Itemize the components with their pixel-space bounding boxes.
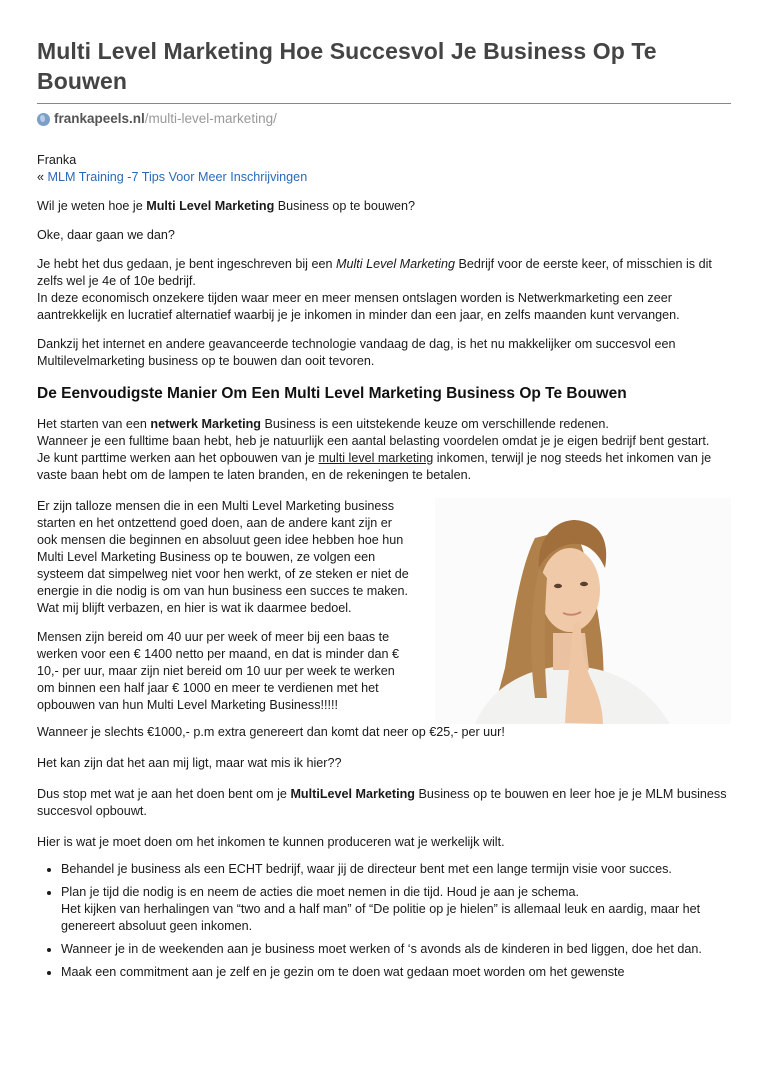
woman-thinking-photo [435, 498, 731, 724]
tips-list [37, 861, 731, 981]
paragraph-8: Wanneer je slechts €1000,- p.m extra genereert dan komt dat neer op €25,- per uur! [37, 725, 505, 739]
paragraph-3: Je hebt het dus gedaan, je bent ingeschreven bij een Multi Level Marketing Bedrijf voor de eerste keer, of misschien is dit zelfs wel je 4e of 10e bedrijf. In deze economisch onzekere tijden waar meer en meer mensen ontslagen worden is Netwerkmarketing een zeer aantrekkelijk en lucratief alternatief waarbij je je inkomen in minder dan een jaar, en zelfs maanden kunt vervangen. [37, 257, 712, 322]
list-item: • Plan je tijd die nodig is en neem de acties die moet nemen in die tijd. Houd je aan je schema. Het kijken van herhalingen van “two and a half man” of “De politie op je hielen” is allemaal leuk en aardig, maar het genereert absoluut geen inkomen. [61, 884, 731, 935]
paragraph-6: Er zijn talloze mensen die in een Multi Level Marketing business starten en het ontzettend goed doen, aan de andere kant zijn er ook mensen die beginnen en absoluut geen idee hebben hoe hun Multi Level Marketing Business op te bouwen, ze volgen een systeem dat simpelweg niet voor hen werkt, of ze steken er niet de energie in die nodig is om van hun business een succes te maken. Wat mij blijft verbazen, en hier is wat ik daarmee bedoel. [37, 499, 409, 615]
mlm-link[interactable]: multi level marketing [318, 451, 434, 465]
list-item: • Maak een commitment aan je zelf en je gezin om te doen wat gedaan moet worden om het gewenste [61, 964, 731, 981]
source-domain[interactable]: frankapeels.nl [54, 111, 145, 126]
list-item: • Wanneer je in de weekenden aan je business moet werken of ‘s avonds als de kinderen in bed liggen, doe het dan. [61, 941, 731, 958]
article [37, 36, 731, 987]
list-item: • Behandel je business als een ECHT bedrijf, waar jij de directeur bent met een lange termijn visie voor succes. [61, 861, 731, 878]
source-path[interactable]: /multi-level-marketing/ [144, 111, 277, 126]
paragraph-4: Dankzij het internet en andere geavanceerde technologie vandaag de dag, is het nu makkelijker om succesvol een Multilevelmarketing business op te bouwen dan ooit tevoren. [37, 337, 676, 368]
prev-marker: « [37, 170, 45, 184]
section-heading: De Eenvoudigste Manier Om Een Multi Level Marketing Business Op Te Bouwen [37, 385, 627, 402]
title-divider [37, 103, 731, 104]
paragraph-10: Dus stop met wat je aan het doen bent om je MultiLevel Marketing Business op te bouwen en leer hoe je je MLM business succesvol opbouwt. [37, 787, 727, 818]
prev-post [37, 169, 731, 186]
paragraph-1: Wil je weten hoe je Multi Level Marketing Business op te bouwen? [37, 199, 415, 213]
paragraph-9: Het kan zijn dat het aan mij ligt, maar wat mis ik hier?? [37, 756, 342, 770]
paragraph-11: Hier is wat je moet doen om het inkomen te kunnen produceren wat je werkelijk wilt. [37, 835, 505, 849]
author: Franka [37, 153, 77, 167]
paragraph-2: Oke, daar gaan we dan? [37, 228, 175, 242]
image-section [37, 498, 731, 714]
paragraph-7: Mensen zijn bereid om 40 uur per week of meer bij een baas te werken voor een € 1400 netto per maand, en dat is minder dan € 10,- per uur, maar zijn niet bereid om 10 uur per week te werken om binnen een half jaar € 1000 en meer te verdienen met het opbouwen van hun Multi Level Marketing Business!!!!! [37, 630, 399, 712]
page-title: Multi Level Marketing Hoe Succesvol Je Business Op Te Bouwen [37, 38, 657, 94]
source-line [37, 110, 731, 128]
paragraph-5: Het starten van een netwerk Marketing Business is een uitstekende keuze om verschillende redenen. Wanneer je een fulltime baan hebt, heb je natuurlijk een aantal belasting voordelen omdat je je eigen bedrijf bent gestart. Je kunt parttime werken aan het opbouwen van je multi level marketing inkomen, terwijl je nog steeds het inkomen van je vaste baan hebt om de lampen te laten branden, en de rekeningen te betalen. [37, 417, 712, 482]
prev-post-link[interactable]: MLM Training -7 Tips Voor Meer Inschrijvingen [47, 170, 308, 184]
globe-icon [37, 113, 50, 126]
